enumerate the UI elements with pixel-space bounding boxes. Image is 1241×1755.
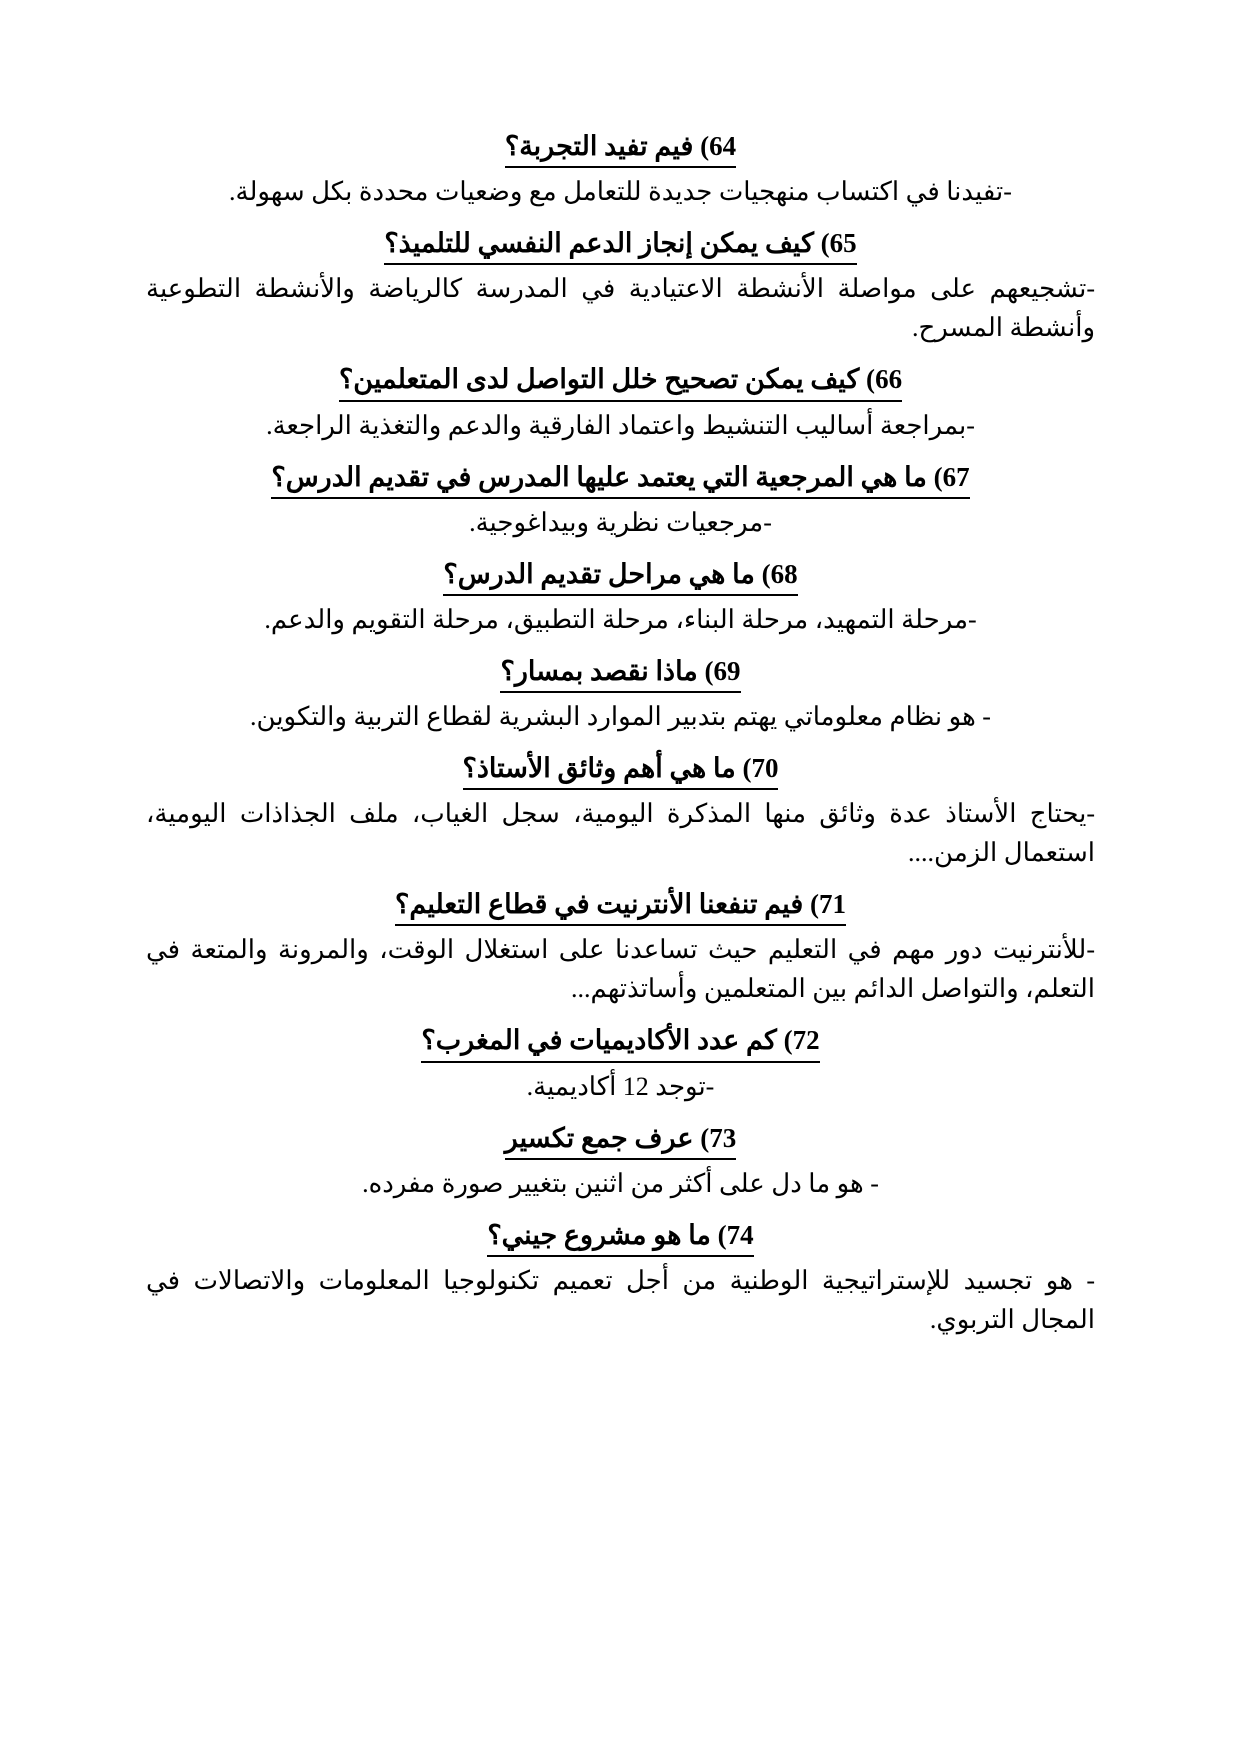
answer-text: -تفيدنا في اكتساب منهجيات جديدة للتعامل مع وضعيات محددة بكل سهولة. — [229, 177, 1012, 207]
answer-text: -مرحلة التمهيد، مرحلة البناء، مرحلة التطبيق، مرحلة التقويم والدعم. — [264, 604, 977, 634]
question-text: 64) فيم تفيد التجربة؟ — [505, 128, 736, 168]
question-heading — [146, 556, 1095, 596]
qa-block — [146, 361, 1095, 444]
question-heading — [146, 459, 1095, 499]
question-heading — [146, 750, 1095, 790]
answer-text: -يحتاج الأستاذ عدة وثائق منها المذكرة اليومية، سجل الغياب، ملف الجذاذات اليومية، استعمال الزمن.... — [146, 799, 1095, 868]
question-heading — [146, 1022, 1095, 1062]
question-heading — [146, 1217, 1095, 1257]
document-content — [146, 128, 1095, 1339]
qa-block — [146, 1120, 1095, 1203]
qa-block — [146, 459, 1095, 542]
answer-text: - هو نظام معلوماتي يهتم بتدبير الموارد البشرية لقطاع التربية والتكوين. — [250, 702, 991, 732]
question-heading — [146, 128, 1095, 168]
qa-block — [146, 128, 1095, 211]
question-heading — [146, 886, 1095, 926]
qa-block — [146, 1022, 1095, 1105]
answer-text: -توجد 12 أكاديمية. — [526, 1071, 715, 1101]
answer-text: -للأنترنيت دور مهم في التعليم حيث تساعدنا على استغلال الوقت، والمرونة والمتعة في التعلم، والتواصل الدائم بين المتعلمين وأساتذتهم... — [146, 935, 1095, 1004]
qa-block — [146, 556, 1095, 639]
question-heading — [146, 653, 1095, 693]
question-heading — [146, 361, 1095, 401]
answer-text: -مرجعيات نظرية وبيداغوجية. — [469, 507, 772, 537]
question-text: 73) عرف جمع تكسير — [505, 1120, 736, 1160]
question-text: 71) فيم تنفعنا الأنترنيت في قطاع التعليم؟ — [395, 886, 846, 926]
answer-text: - هو تجسيد للإستراتيجية الوطنية من أجل تعميم تكنولوجيا المعلومات والاتصالات في المجال التربوي. — [146, 1265, 1095, 1334]
answer-text: - هو ما دل على أكثر من اثنين بتغيير صورة مفرده. — [362, 1168, 879, 1198]
question-text: 66) كيف يمكن تصحيح خلل التواصل لدى المتعلمين؟ — [339, 361, 902, 401]
qa-block — [146, 750, 1095, 872]
question-text: 74) ما هو مشروع جيني؟ — [487, 1217, 753, 1257]
qa-block — [146, 225, 1095, 347]
qa-block — [146, 886, 1095, 1008]
question-text: 72) كم عدد الأكاديميات في المغرب؟ — [421, 1022, 819, 1062]
qa-block — [146, 1217, 1095, 1339]
question-text: 68) ما هي مراحل تقديم الدرس؟ — [443, 556, 797, 596]
answer-text: -بمراجعة أساليب التنشيط واعتماد الفارقية والدعم والتغذية الراجعة. — [266, 410, 975, 440]
answer-text: -تشجيعهم على مواصلة الأنشطة الاعتيادية في المدرسة كالرياضة والأنشطة التطوعية وأنشطة المسرح. — [146, 274, 1095, 343]
qa-block — [146, 653, 1095, 736]
question-text: 67) ما هي المرجعية التي يعتمد عليها المدرس في تقديم الدرس؟ — [271, 459, 969, 499]
question-text: 65) كيف يمكن إنجاز الدعم النفسي للتلميذ؟ — [384, 225, 856, 265]
question-heading — [146, 225, 1095, 265]
question-text: 69) ماذا نقصد بمسار؟ — [500, 653, 740, 693]
question-text: 70) ما هي أهم وثائق الأستاذ؟ — [463, 750, 779, 790]
question-heading — [146, 1120, 1095, 1160]
